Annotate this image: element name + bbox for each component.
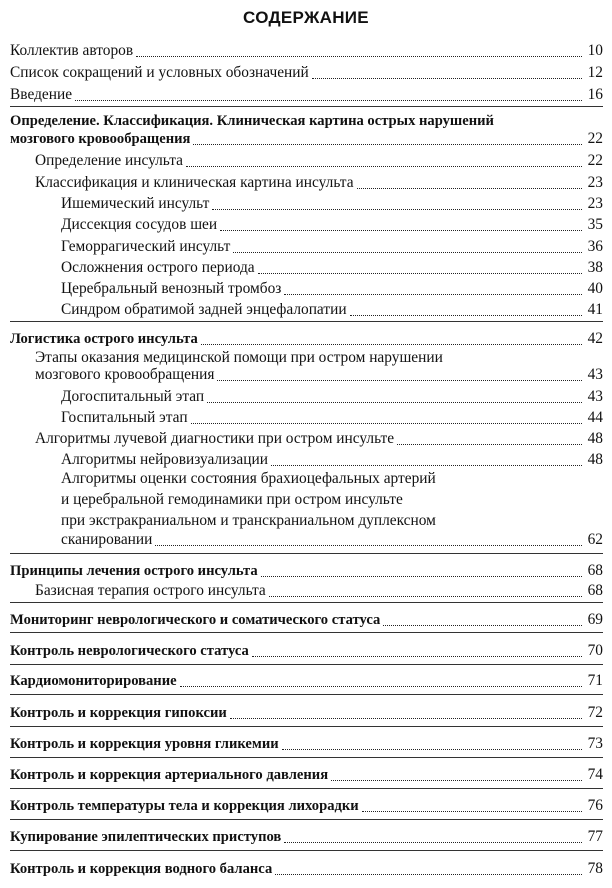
section-divider bbox=[10, 819, 603, 820]
toc-chapter-glycemia[interactable] bbox=[10, 731, 603, 753]
toc-entry-label: Контроль температуры тела и коррекция лихорадки bbox=[10, 798, 359, 814]
toc-entry-label: Ишемический инсульт bbox=[61, 195, 210, 212]
toc-chapter-blood-pressure[interactable] bbox=[10, 762, 603, 784]
dot-leader bbox=[217, 379, 582, 381]
toc-chapter-treatment-principles[interactable] bbox=[10, 558, 603, 580]
toc-entry-label: Догоспитальный этап bbox=[61, 388, 205, 405]
toc-entry-pres[interactable] bbox=[61, 297, 603, 319]
toc-chapter-logistics[interactable] bbox=[10, 326, 603, 348]
section-divider bbox=[10, 850, 603, 851]
section-divider bbox=[10, 553, 603, 554]
toc-entry-label: Принципы лечения острого инсульта bbox=[10, 563, 258, 579]
section-divider bbox=[10, 106, 603, 107]
toc-entry-label: Контроль и коррекция гипоксии bbox=[10, 705, 227, 721]
toc-chapter-definition-classification[interactable] bbox=[10, 126, 603, 148]
toc-entry-label: Логистика острого инсульта bbox=[10, 331, 198, 347]
toc-entry-authors[interactable] bbox=[10, 38, 603, 60]
toc-entry-stroke-definition[interactable] bbox=[35, 148, 603, 170]
toc-entry-radiology-algorithms[interactable] bbox=[35, 426, 603, 448]
toc-entry-page: 12 bbox=[587, 64, 603, 81]
toc-entry-page: 16 bbox=[587, 86, 603, 103]
toc-entry-neck-dissection[interactable] bbox=[61, 212, 603, 234]
toc-entry-page: 23 bbox=[587, 174, 603, 191]
dot-leader bbox=[252, 655, 582, 657]
toc-entry-label: Контроль и коррекция водного баланса bbox=[10, 861, 273, 877]
toc-entry-page: 70 bbox=[587, 642, 603, 659]
toc-entry-acute-complications[interactable] bbox=[61, 255, 603, 277]
dot-leader bbox=[397, 443, 582, 445]
toc-entry-page: 22 bbox=[587, 152, 603, 169]
toc-chapter-neuro-status[interactable] bbox=[10, 638, 603, 660]
toc-entry-introduction[interactable] bbox=[10, 82, 603, 104]
toc-entry-label: мозгового кровообращения bbox=[10, 131, 191, 147]
dot-leader bbox=[186, 165, 582, 167]
dot-leader bbox=[212, 208, 582, 210]
toc-entry-page: 76 bbox=[587, 797, 603, 814]
toc-entry-page: 22 bbox=[587, 130, 603, 147]
section-divider bbox=[10, 694, 603, 695]
dot-leader bbox=[207, 401, 582, 403]
toc-entry-page: 78 bbox=[587, 860, 603, 877]
toc-entry-abbreviations[interactable] bbox=[10, 60, 603, 82]
toc-entry-page: 73 bbox=[587, 735, 603, 752]
toc-entry-page: 48 bbox=[587, 430, 603, 447]
toc-entry-page: 68 bbox=[587, 582, 603, 599]
toc-chapter-title-line[interactable]: Определение. Классификация. Клиническая картина острых нарушений bbox=[10, 113, 494, 129]
toc-entry-label: Список сокращений и условных обозначений bbox=[10, 64, 309, 81]
toc-entry-page: 43 bbox=[587, 366, 603, 383]
toc-entry-page: 10 bbox=[587, 42, 603, 59]
toc-chapter-hypoxia[interactable] bbox=[10, 700, 603, 722]
dot-leader bbox=[155, 544, 582, 546]
toc-entry-duplex-scanning[interactable] bbox=[61, 527, 603, 549]
toc-entry-page: 77 bbox=[587, 828, 603, 845]
section-divider bbox=[10, 757, 603, 758]
dot-leader bbox=[350, 314, 582, 316]
toc-entry-page: 35 bbox=[587, 216, 603, 233]
toc-chapter-temperature[interactable] bbox=[10, 793, 603, 815]
toc-entry-label-line[interactable]: при экстракраниальном и транскраниальном дуплексном bbox=[61, 512, 436, 529]
dot-leader bbox=[201, 343, 582, 345]
toc-entry-label: Введение bbox=[10, 86, 73, 103]
dot-leader bbox=[312, 77, 582, 79]
toc-entry-stroke-classification[interactable] bbox=[35, 170, 603, 192]
toc-entry-label: Геморрагический инсульт bbox=[61, 238, 231, 255]
toc-entry-ischemic-stroke[interactable] bbox=[61, 191, 603, 213]
toc-entry-label: сканировании bbox=[61, 531, 153, 548]
toc-entry-page: 23 bbox=[587, 195, 603, 212]
toc-entry-label: Алгоритмы лучевой диагностики при остром инсульте bbox=[35, 430, 395, 447]
dot-leader bbox=[275, 873, 582, 875]
toc-entry-page: 38 bbox=[587, 259, 603, 276]
toc-entry-label-line[interactable]: Этапы оказания медицинской помощи при остром нарушении bbox=[35, 349, 443, 366]
dot-leader bbox=[136, 55, 582, 57]
dot-leader bbox=[284, 293, 582, 295]
toc-chapter-water-balance[interactable] bbox=[10, 856, 603, 878]
toc-entry-page: 68 bbox=[587, 562, 603, 579]
toc-entry-neuroimaging[interactable] bbox=[61, 447, 603, 469]
toc-entry-prehospital[interactable] bbox=[61, 384, 603, 406]
dot-leader bbox=[383, 624, 582, 626]
toc-entry-label: Алгоритмы нейровизуализации bbox=[61, 451, 268, 468]
toc-entry-page: 43 bbox=[587, 388, 603, 405]
toc-entry-label: Госпитальный этап bbox=[61, 409, 188, 426]
toc-entry-page: 36 bbox=[587, 238, 603, 255]
dot-leader bbox=[233, 251, 582, 253]
toc-entry-page: 71 bbox=[587, 672, 603, 689]
toc-chapter-monitoring[interactable] bbox=[10, 607, 603, 629]
dot-leader bbox=[220, 229, 582, 231]
toc-entry-page: 69 bbox=[587, 611, 603, 628]
toc-entry-hospital[interactable] bbox=[61, 405, 603, 427]
toc-entry-basic-therapy[interactable] bbox=[35, 578, 603, 600]
dot-leader bbox=[269, 595, 582, 597]
dot-leader bbox=[230, 717, 582, 719]
dot-leader bbox=[261, 575, 582, 577]
toc-entry-page: 72 bbox=[587, 704, 603, 721]
section-divider bbox=[10, 321, 603, 322]
toc-entry-label: Осложнения острого периода bbox=[61, 259, 255, 276]
toc-entry-hemorrhagic-stroke[interactable] bbox=[61, 234, 603, 256]
toc-entry-label-line[interactable]: и церебральной гемодинамики при остром инсульте bbox=[61, 491, 403, 508]
toc-entry-page: 40 bbox=[587, 280, 603, 297]
toc-entry-label: Синдром обратимой задней энцефалопатии bbox=[61, 301, 347, 318]
toc-entry-label: Определение инсульта bbox=[35, 152, 183, 169]
toc-entry-label: Контроль и коррекция артериального давления bbox=[10, 767, 329, 783]
toc-entry-page: 48 bbox=[587, 451, 603, 468]
toc-entry-label: Коллектив авторов bbox=[10, 42, 134, 59]
toc-chapter-cardiomonitoring[interactable] bbox=[10, 668, 603, 690]
toc-entry-label: Диссекция сосудов шеи bbox=[61, 216, 218, 233]
dot-leader bbox=[193, 143, 582, 145]
toc-entry-venous-thrombosis[interactable] bbox=[61, 276, 603, 298]
toc-entry-label: Контроль и коррекция уровня гликемии bbox=[10, 736, 279, 752]
toc-entry-label: Контроль неврологического статуса bbox=[10, 643, 249, 659]
dot-leader bbox=[284, 841, 582, 843]
dot-leader bbox=[282, 748, 582, 750]
section-divider bbox=[10, 632, 603, 633]
toc-entry-page: 62 bbox=[587, 531, 603, 548]
dot-leader bbox=[271, 464, 582, 466]
toc-entry-label-line[interactable]: Алгоритмы оценки состояния брахиоцефальных артерий bbox=[61, 470, 436, 487]
toc-entry-care-stages[interactable] bbox=[35, 362, 603, 384]
dot-leader bbox=[180, 685, 582, 687]
dot-leader bbox=[331, 779, 582, 781]
section-divider bbox=[10, 726, 603, 727]
toc-entry-label: Купирование эпилептических приступов bbox=[10, 829, 282, 845]
toc-entry-label: Мониторинг неврологического и соматического статуса bbox=[10, 612, 381, 628]
section-divider bbox=[10, 788, 603, 789]
toc-entry-label: Церебральный венозный тромбоз bbox=[61, 280, 282, 297]
toc-chapter-seizures[interactable] bbox=[10, 824, 603, 846]
dot-leader bbox=[258, 272, 582, 274]
dot-leader bbox=[191, 422, 582, 424]
toc-entry-label: Классификация и клиническая картина инсульта bbox=[35, 174, 354, 191]
toc-entry-page: 41 bbox=[587, 301, 603, 318]
dot-leader bbox=[357, 187, 582, 189]
toc-entry-label: мозгового кровообращения bbox=[35, 366, 215, 383]
section-divider bbox=[10, 664, 603, 665]
dot-leader bbox=[362, 810, 582, 812]
section-divider bbox=[10, 602, 603, 603]
page-title: СОДЕРЖАНИЕ bbox=[243, 8, 369, 27]
toc-entry-label: Базисная терапия острого инсульта bbox=[35, 582, 266, 599]
toc-entry-label: Кардиомониторирование bbox=[10, 673, 177, 689]
dot-leader bbox=[75, 99, 582, 101]
toc-entry-page: 74 bbox=[587, 766, 603, 783]
toc-entry-page: 42 bbox=[587, 330, 603, 347]
toc-entry-page: 44 bbox=[587, 409, 603, 426]
